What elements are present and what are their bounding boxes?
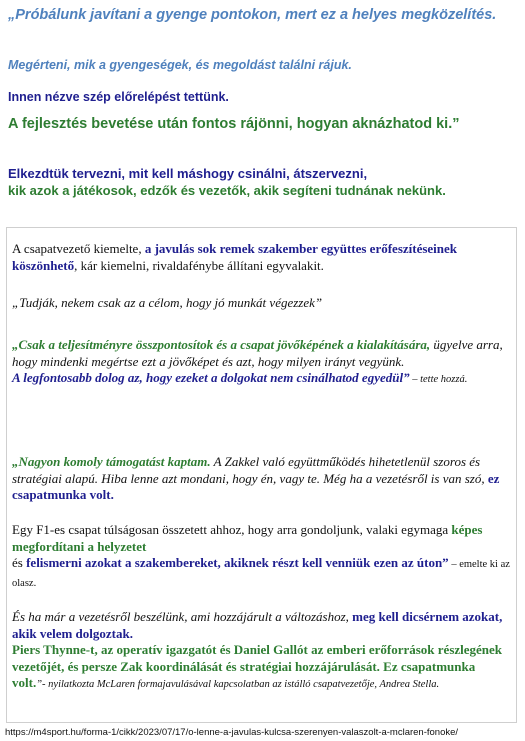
paragraph-vision [12, 337, 512, 389]
p5-highlight-2: felismerni azokat a szakembereket, akiknek részt kell venniük ezen az úton” [26, 555, 449, 570]
paragraph-team-leader [12, 241, 512, 274]
quote-planning-line1: Elkezdtük tervezni, mit kell máshogy csinálni, átszervezni, [8, 166, 368, 181]
quote-progress: Innen nézve szép előrelépést tettünk. [8, 90, 229, 104]
paragraph-goal-quote: „Tudják, nekem csak az a célom, hogy jó munkát végezzek” [12, 295, 323, 310]
p3-highlight: „Csak a teljesítményre összpontosítok és a csapat jövőképének a kialakítására, [12, 337, 431, 352]
p4-text: A Zakkel való együttműködés hihetetlenül szoros és stratégiai alapú. Hiba lenne azt mondani, hogy én, vagy te. Még ha a vezetésről is van szó, [12, 454, 488, 486]
source-url[interactable]: https://m4sport.hu/forma-1/cikk/2023/07/17/o-lenne-a-javulas-kulcsa-szerenyen-valaszolt-a-mclaren-fonoke/ [5, 727, 459, 738]
p6-attribution: ”- nyilatkozta McLaren formajavulásával kapcsolatban az istálló csapatvezetője, Andrea Stella. [36, 679, 440, 690]
quote-weaknesses: Megérteni, mik a gyengeségek, és megoldást találni rájuk. [8, 58, 352, 72]
p3-text: ügyelve arra, hogy mindenki megértse ezt a jövőképet és azt, hogy milyen irányt vegyünk. [12, 337, 503, 369]
p4-highlight: „Nagyon komoly támogatást kaptam. [12, 454, 211, 469]
p3-highlight-2: A legfontosabb dolog az, hogy ezeket a dolgokat nem csinálhatod egyedül” [12, 370, 410, 385]
p4-highlight-2: ez csapatmunka volt. [12, 470, 500, 502]
p5-highlight: képes megfordítani a helyzetet [12, 522, 483, 554]
quote-planning-line2: kik azok a játékosok, edzők és vezetők, akik segíteni tudnának nekünk. [8, 183, 446, 198]
p6-text-a: És ha már a vezetésről beszélünk, ami hozzájárult a változáshoz, [12, 609, 353, 624]
p5-text-c: és [12, 555, 27, 570]
p1-text-a: A csapatvezető kiemelte, [12, 241, 145, 256]
p6-highlight: meg kell dicsérnem azokat, akik velem dolgoztak. [12, 609, 503, 641]
paragraph-leadership [12, 609, 512, 694]
paragraph-support [12, 454, 512, 504]
paragraph-f1-team [12, 522, 512, 592]
p6-highlight-2: Piers Thynne-t, az operatív igazgatót és Daniel Gallót az emberi erőforrások részlegének vezetőjét, és persze Zak koordinálását és stratégiai hozzájárulását. Ez csapatmunka volt. [12, 642, 503, 690]
p1-text-c: , kár kiemelni, rivaldafénybe állítani egyvalakit. [74, 257, 324, 273]
p1-highlight: a javulás sok remek szakember együttes erőfeszítéseinek köszönhető [12, 241, 458, 273]
p5-text-a: Egy F1-es csapat túlságosan összetett ahhoz, hogy arra gondoljunk, valaki egymaga [12, 522, 452, 537]
p5-attribution: – emelte ki az olasz. [12, 559, 510, 589]
quote-development: A fejlesztés bevetése után fontos rájönni, hogyan aknázhatod ki.” [8, 116, 460, 132]
quote-planning [8, 165, 518, 199]
p3-attribution: – tette hozzá. [409, 374, 468, 385]
quote-intro: „Próbálunk javítani a gyenge pontokon, mert ez a helyes megközelítés. [8, 7, 497, 23]
